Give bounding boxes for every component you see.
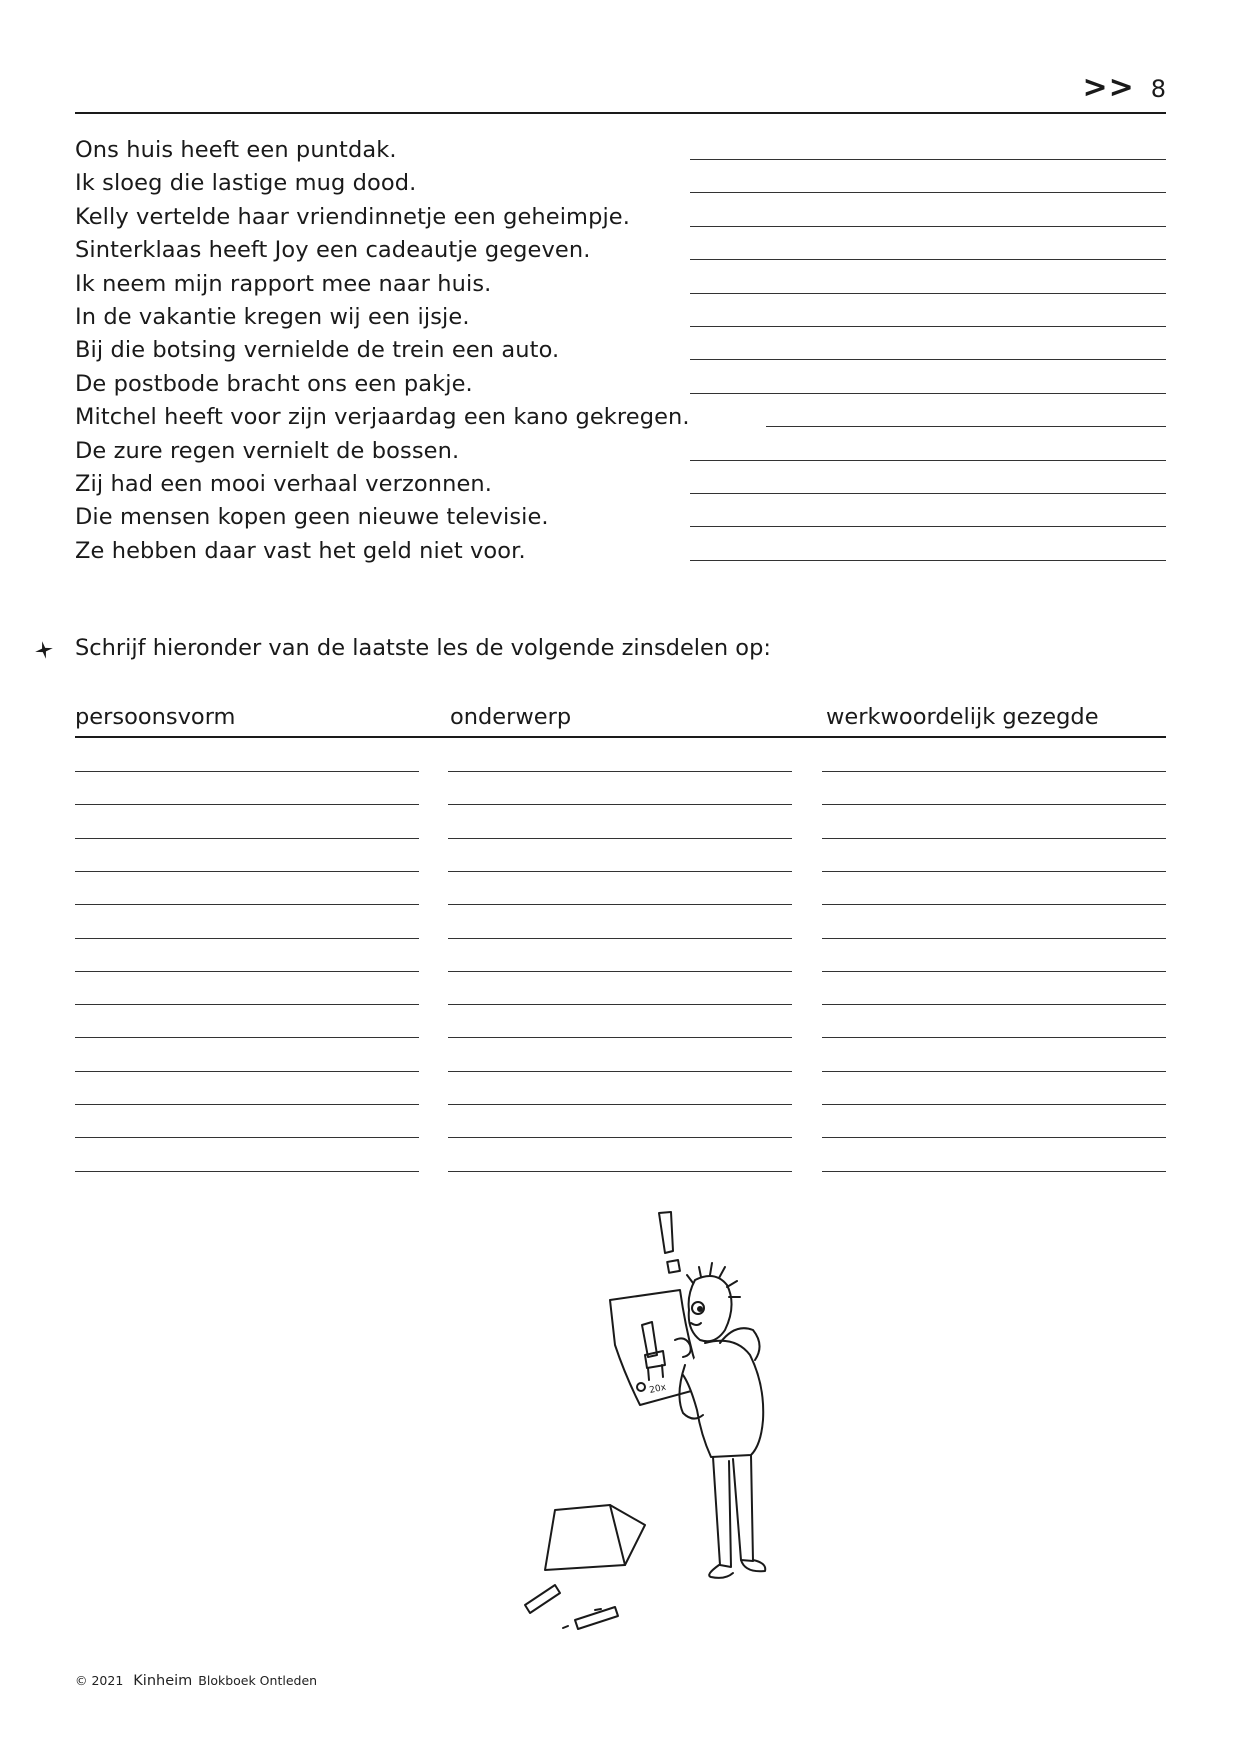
answer-line[interactable] <box>690 192 1166 193</box>
writing-line[interactable] <box>75 871 419 872</box>
sentence-row <box>75 467 1166 500</box>
answer-line[interactable] <box>690 560 1166 561</box>
sentence-row <box>75 200 1166 233</box>
exclamation-icon <box>659 1212 673 1253</box>
writing-line[interactable] <box>448 1104 792 1105</box>
sentence-row <box>75 534 1166 567</box>
writing-line[interactable] <box>75 1104 419 1105</box>
writing-line[interactable] <box>822 1037 1166 1038</box>
sentence-text: Ik neem mijn rapport mee naar huis. <box>75 270 492 297</box>
sentence-row <box>75 233 1166 266</box>
writing-line[interactable] <box>822 1004 1166 1005</box>
writing-line[interactable] <box>448 1137 792 1138</box>
page-header <box>1082 70 1166 105</box>
sentence-text: Zij had een mooi verhaal verzonnen. <box>75 470 493 497</box>
copyright-text: © 2021 <box>75 1673 124 1688</box>
sentence-text: Sinterklaas heeft Joy een cadeautje gegeven. <box>75 237 591 264</box>
sentence-text: Die mensen kopen geen nieuwe televisie. <box>75 504 549 531</box>
sentence-text: De zure regen vernielt de bossen. <box>75 437 460 464</box>
sentence-text: Ik sloeg die lastige mug dood. <box>75 170 417 197</box>
column-header-werkwoordelijk-gezegde: werkwoordelijk gezegde <box>826 704 1099 730</box>
writing-line[interactable] <box>822 938 1166 939</box>
sentence-text: Bij die botsing vernielde de trein een auto. <box>75 337 560 364</box>
writing-line[interactable] <box>822 1071 1166 1072</box>
sentence-row <box>75 133 1166 166</box>
column-header-persoonsvorm: persoonsvorm <box>75 704 236 730</box>
writing-line[interactable] <box>448 1004 792 1005</box>
writing-line[interactable] <box>448 971 792 972</box>
chevrons-icon: >> <box>1082 70 1135 105</box>
answer-line[interactable] <box>690 326 1166 327</box>
sentence-exercise <box>75 133 1166 567</box>
sentence-row <box>75 500 1166 533</box>
answer-line[interactable] <box>690 460 1166 461</box>
writing-line[interactable] <box>75 771 419 772</box>
writing-line[interactable] <box>822 1104 1166 1105</box>
answer-columns <box>75 700 1166 1180</box>
writing-line[interactable] <box>822 1171 1166 1172</box>
top-rule <box>75 112 1166 114</box>
sentence-row <box>75 400 1166 433</box>
sentence-text: De postbode bracht ons een pakje. <box>75 370 473 397</box>
star-icon <box>34 640 54 660</box>
boy-with-instructions-illustration <box>515 1205 805 1645</box>
sentence-text: Ons huis heeft een puntdak. <box>75 137 397 163</box>
writing-line[interactable] <box>75 971 419 972</box>
writing-line[interactable] <box>822 804 1166 805</box>
column-onderwerp <box>448 700 792 1180</box>
writing-line[interactable] <box>448 871 792 872</box>
writing-line[interactable] <box>75 904 419 905</box>
writing-line[interactable] <box>448 938 792 939</box>
sentence-row <box>75 333 1166 366</box>
column-header-onderwerp: onderwerp <box>450 704 572 730</box>
sentence-text: Ze hebben daar vast het geld niet voor. <box>75 537 526 564</box>
column-persoonsvorm <box>75 700 419 1180</box>
sentence-text: In de vakantie kregen wij een ijsje. <box>75 303 470 330</box>
answer-line[interactable] <box>690 393 1166 394</box>
instruction-text: Schrijf hieronder van de laatste les de volgende zinsdelen op: <box>75 635 771 661</box>
writing-line[interactable] <box>75 1071 419 1072</box>
answer-line[interactable] <box>690 293 1166 294</box>
sheet-text: 20x <box>648 1382 668 1396</box>
answer-line[interactable] <box>690 526 1166 527</box>
writing-line[interactable] <box>448 804 792 805</box>
writing-line[interactable] <box>448 1071 792 1072</box>
column-werkwoordelijk-gezegde <box>822 700 1166 1180</box>
brand-name: Kinheim <box>133 1673 193 1689</box>
answer-line[interactable] <box>690 493 1166 494</box>
book-title: Blokboek Ontleden <box>198 1673 318 1688</box>
sentence-row <box>75 434 1166 467</box>
writing-line[interactable] <box>448 1171 792 1172</box>
writing-line[interactable] <box>822 1137 1166 1138</box>
writing-line[interactable] <box>822 871 1166 872</box>
sentence-row <box>75 300 1166 333</box>
sentence-row <box>75 267 1166 300</box>
writing-line[interactable] <box>75 938 419 939</box>
page-number: 8 <box>1150 75 1166 103</box>
writing-line[interactable] <box>75 1037 419 1038</box>
writing-line[interactable] <box>448 771 792 772</box>
writing-line[interactable] <box>448 904 792 905</box>
page-footer <box>75 1673 317 1689</box>
writing-line[interactable] <box>75 1004 419 1005</box>
writing-line[interactable] <box>448 838 792 839</box>
answer-line[interactable] <box>690 259 1166 260</box>
answer-line[interactable] <box>690 359 1166 360</box>
writing-line[interactable] <box>75 804 419 805</box>
sentence-text: Kelly vertelde haar vriendinnetje een geheimpje. <box>75 203 630 230</box>
writing-line[interactable] <box>75 1137 419 1138</box>
writing-line[interactable] <box>822 838 1166 839</box>
sentence-row <box>75 367 1166 400</box>
writing-line[interactable] <box>75 838 419 839</box>
writing-line[interactable] <box>75 1171 419 1172</box>
answer-line[interactable] <box>690 226 1166 227</box>
sentence-text: Mitchel heeft voor zijn verjaardag een kano gekregen. <box>75 404 690 431</box>
answer-line[interactable] <box>766 426 1166 427</box>
writing-line[interactable] <box>822 904 1166 905</box>
answer-line[interactable] <box>690 159 1166 160</box>
writing-line[interactable] <box>448 1037 792 1038</box>
writing-line[interactable] <box>822 971 1166 972</box>
sentence-row <box>75 166 1166 199</box>
writing-line[interactable] <box>822 771 1166 772</box>
